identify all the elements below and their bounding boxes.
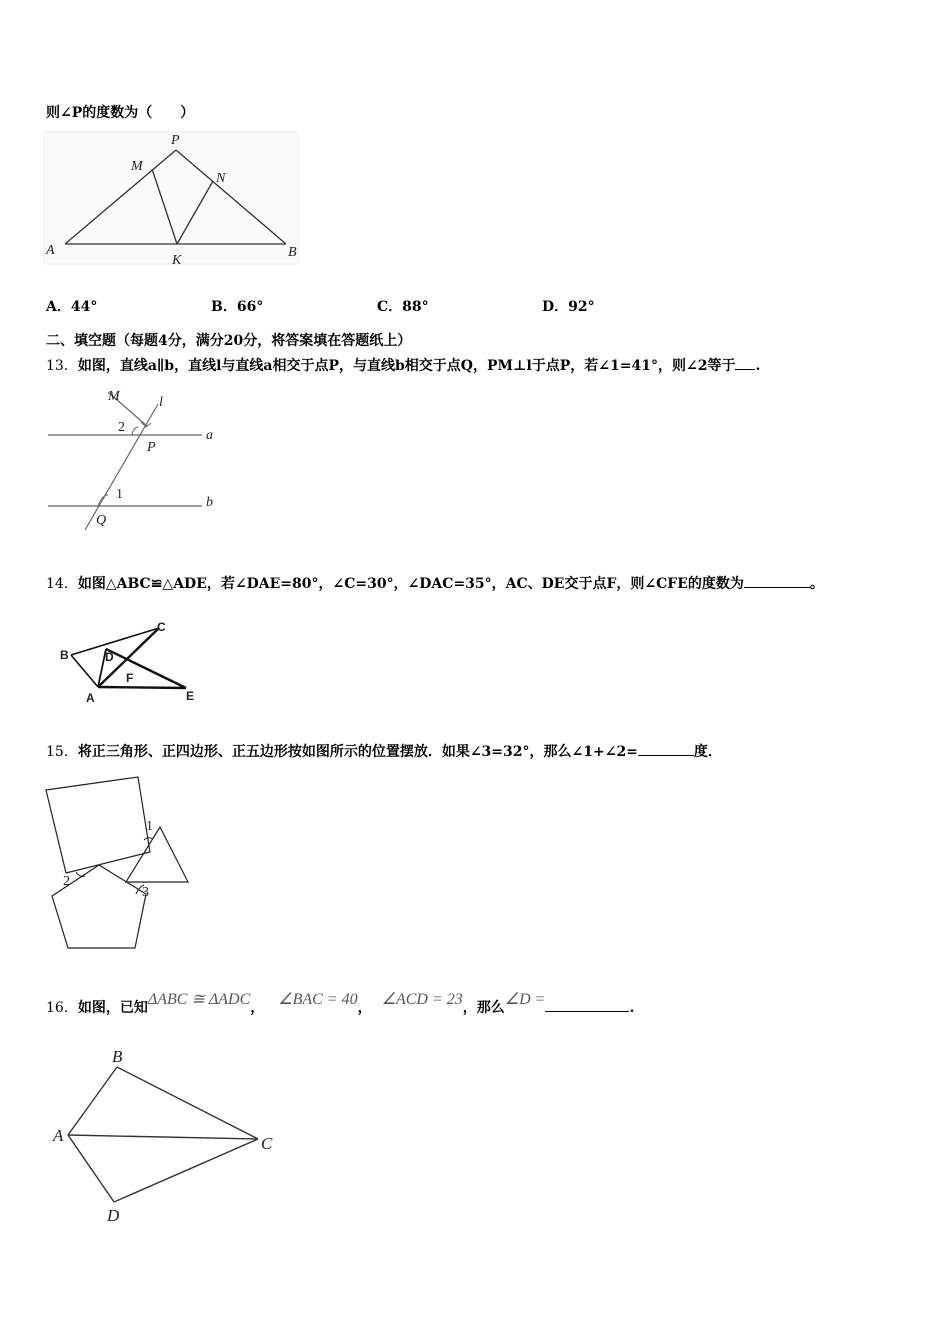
q16-math-bac: ∠BAC = 40: [278, 991, 358, 1008]
label-K: K: [172, 253, 182, 268]
q13-figure: [40, 382, 240, 532]
q15-text: [46, 741, 722, 761]
q12-stem: 则∠P的度数为（ ）: [46, 105, 195, 121]
label-1: 1: [116, 487, 123, 502]
label-A: A: [86, 691, 95, 705]
label-2: 2: [118, 420, 125, 435]
q16-sep1: ，: [250, 1000, 265, 1016]
q15-answer-blank[interactable]: [638, 743, 694, 756]
q15-stem: 将正三角形、正四边形、正五边形按如图所示的位置摆放．如果∠3=32°，那么∠1+∠2=: [77, 744, 638, 760]
label-N: N: [216, 171, 226, 186]
q12-figure: [40, 128, 305, 268]
q12-option-a: A．44°: [46, 299, 98, 315]
label-A: A: [53, 1126, 64, 1145]
q16-mid: ，那么: [462, 1000, 505, 1016]
label-B: B: [288, 245, 297, 260]
q16-math-congruent: ΔABC ≅ ΔADC: [147, 991, 251, 1008]
label-2: 2: [63, 874, 70, 889]
q15-number: 15．: [46, 744, 78, 760]
label-D: D: [105, 650, 114, 664]
q16-sep2: ，: [357, 1000, 372, 1016]
q16-tail: .: [629, 1000, 635, 1016]
label-1: 1: [146, 819, 153, 834]
label-A: A: [46, 243, 55, 258]
q12-option-c: C．88°: [377, 299, 429, 315]
q16-number: 16．: [46, 1000, 78, 1016]
label-F: F: [126, 671, 134, 685]
q13-tail: .: [755, 358, 761, 374]
label-M: M: [108, 389, 120, 404]
label-C: C: [157, 620, 166, 634]
label-a: a: [206, 428, 213, 443]
q14-number: 14．: [46, 576, 78, 592]
label-B: B: [60, 648, 69, 662]
q13-text: [46, 355, 760, 375]
label-b: b: [206, 495, 213, 510]
label-3: 3: [142, 885, 149, 900]
q12-option-d: D．92°: [542, 299, 595, 315]
label-C: C: [261, 1134, 273, 1153]
q14-tail: 。: [809, 576, 824, 592]
q14-stem: 如图△ABC≌△ADE，若∠DAE=80°，∠C=30°，∠DAC=35°，AC、DE交于点F，则∠CFE的度数为: [77, 576, 744, 592]
label-P: P: [147, 440, 156, 455]
q16-text: [46, 991, 635, 1017]
q16-answer-blank[interactable]: [545, 999, 629, 1012]
label-Q: Q: [96, 513, 107, 528]
label-l: l: [159, 395, 163, 410]
label-M: M: [131, 159, 143, 174]
q14-text: [46, 573, 824, 593]
label-D: D: [107, 1206, 120, 1225]
q13-stem: 如图，直线a∥b，直线l与直线a相交于点P，与直线b相交于点Q，PM⊥l于点P，若∠1=41°，则∠2等于: [77, 358, 736, 374]
section-heading: 二、填空题（每题4分，满分20分，将答案填在答题纸上）: [46, 333, 412, 349]
label-B: B: [112, 1047, 123, 1066]
q15-tail: 度．: [693, 744, 722, 760]
q15-figure: [40, 770, 200, 955]
q16-figure: [45, 1043, 285, 1228]
q13-number: 13．: [46, 358, 78, 374]
q14-answer-blank[interactable]: [744, 575, 810, 588]
q16-math-d: ∠D =: [504, 991, 546, 1008]
q13-answer-blank[interactable]: [735, 357, 755, 370]
q14-figure: [55, 618, 210, 710]
q12-option-b: B．66°: [211, 299, 264, 315]
label-P: P: [171, 133, 180, 148]
label-E: E: [186, 689, 195, 703]
q16-prefix: 如图，已知: [77, 1000, 148, 1016]
q16-math-acd: ∠ACD = 23: [381, 991, 463, 1008]
